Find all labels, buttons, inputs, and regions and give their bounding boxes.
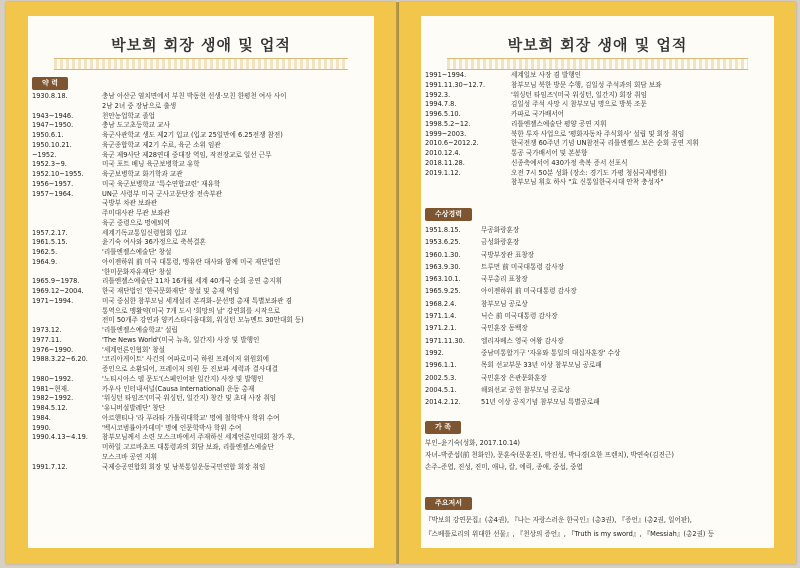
- list-item: [28, 258, 374, 268]
- item-date: 1977.11.: [32, 335, 62, 344]
- item-text: 국민훈장 동백장: [481, 324, 528, 333]
- item-date: 1969.12~2004.: [32, 287, 84, 295]
- list-item: [421, 110, 774, 120]
- list-item: [28, 463, 374, 473]
- list-item: [421, 100, 774, 110]
- list-item: [421, 285, 774, 297]
- item-text: 육군사관학교 생도 제2기 입교 (입교 25일만에 6.25전쟁 참전): [102, 131, 283, 139]
- item-date: 1956~1957.: [32, 179, 74, 188]
- item-text: 국방부 차관 보좌관: [102, 199, 158, 208]
- list-item: [28, 307, 374, 317]
- family-section: [421, 414, 774, 473]
- list-item: [28, 219, 374, 229]
- item-date: [32, 307, 102, 317]
- item-text: 금성화랑훈장: [481, 238, 520, 247]
- list-item: [421, 298, 774, 310]
- career-section: [28, 70, 374, 472]
- awards-section: [421, 201, 774, 408]
- list-item: [421, 396, 774, 408]
- item-text: '워싱턴 타임즈'(미국 워싱턴, 일간지) 회장 취임: [511, 90, 647, 99]
- item-date: 1951.8.15.: [425, 226, 461, 234]
- item-text: 전미 50개주 강연과 양키스타디움대회, 워싱턴 모뉴멘트 30만대회 등): [102, 316, 304, 325]
- item-text: 해외선교 공헌 참부모님 공로상: [481, 385, 571, 394]
- list-item: [421, 236, 774, 248]
- item-text: 중남미통합기구 '자유와 통일의 대십자훈장' 수상: [481, 348, 621, 357]
- item-text: 충남 도고초등학교 교사: [102, 121, 170, 130]
- item-date: 1963.9.30.: [425, 262, 461, 271]
- list-item: [28, 112, 374, 122]
- list-item: [421, 261, 774, 273]
- item-text: 리틀엔젤스예술단 11차 16개월 세계 40개국 순회 공연 총지휘: [102, 277, 282, 286]
- list-item: [421, 347, 774, 359]
- item-date: [32, 268, 102, 278]
- item-date: 1973.12.: [32, 326, 62, 334]
- text-line: 『박보희 강연문집』(총4권), 『나는 자랑스러운 한국인』(총3권), 『증언』(총2권, 일어판),: [425, 516, 692, 524]
- item-date: 1971~1994.: [32, 296, 74, 305]
- item-date: 1992.: [425, 348, 444, 357]
- item-date: 1991.7.12.: [32, 462, 68, 471]
- item-text: 육군 제9사단 제28연대 중대장 역임, 작전장교로 일선 근무: [102, 150, 272, 159]
- item-text: 무공화랑훈장: [481, 226, 520, 234]
- item-date: [32, 453, 102, 463]
- list-item: [421, 139, 774, 149]
- item-text: 참부모님 북한 방문 수행, 김일성 주석과의 회담 보좌: [511, 80, 662, 89]
- item-text: 세계일보 사장 겸 발행인: [511, 71, 581, 79]
- item-date: 1943~1946.: [32, 111, 74, 120]
- item-text: '리틀엔젤스예술학교' 설립: [102, 326, 178, 334]
- item-text: 엘리자베스 영국 여왕 감사장: [481, 336, 564, 345]
- list-item: [28, 131, 374, 141]
- item-text: 참부모님 공로상: [481, 299, 528, 308]
- item-date: [32, 365, 102, 375]
- list-item: [28, 375, 374, 385]
- item-text: 국방부장관 표창장: [481, 250, 535, 259]
- item-text: 김일성 주석 사망 시 참부모님 명으로 방북 조문: [511, 100, 647, 109]
- item-text: 아이젠하워 前 미국 대통령, 맹유란 대사와 함께 미국 재단법인: [102, 257, 281, 266]
- list-item: [421, 169, 774, 179]
- item-text: '한미문화자유재단' 창설: [102, 267, 172, 276]
- list-item: [28, 443, 374, 453]
- works-list: [421, 513, 774, 541]
- item-text: 미국 중심한 참부모님 세계설리 본격화–문선명 총재 특별보좌관 겸: [102, 296, 292, 305]
- item-text: 북한 투자 사업으로 '평화자동차 주식회사' 설립 및 회장 취임: [511, 129, 685, 138]
- list-item: [28, 355, 374, 365]
- list-item: [28, 102, 374, 112]
- list-item: [421, 149, 774, 159]
- item-text: 국민훈장 은관문화훈장: [481, 373, 547, 382]
- list-item: [28, 121, 374, 131]
- item-text: '벡시코범률아카데미' 명예 인문학박사 학위 수여: [102, 423, 242, 432]
- career-list: [28, 92, 374, 472]
- item-date: [32, 443, 102, 453]
- item-date: 1988.3.22~6.20.: [32, 355, 88, 364]
- item-date: [32, 102, 102, 112]
- item-date: [32, 219, 102, 229]
- list-item: [421, 310, 774, 322]
- list-item: [421, 130, 774, 140]
- title-ornament: [54, 58, 348, 70]
- item-date: 1996.1.1.: [425, 361, 457, 370]
- item-date: 1930.8.18.: [32, 92, 68, 100]
- list-item: [28, 238, 374, 248]
- item-text: 국무총리 표창장: [481, 275, 528, 284]
- list-item: [421, 359, 774, 371]
- item-date: [32, 316, 102, 326]
- item-text: 한국전쟁 60주년 기념 UN참전국 리틀엔젤스 보은 순회 공연 지휘: [511, 139, 699, 148]
- list-item: [28, 453, 374, 463]
- item-text: 천안농업학교 졸업: [102, 111, 156, 120]
- item-date: 1947~1950.: [32, 121, 74, 130]
- item-date: 1976~1990.: [32, 345, 74, 354]
- list-item: [28, 424, 374, 434]
- page-title: 박보희 회장 생애 및 업적: [507, 36, 688, 54]
- item-text: 국제승공연합회 회장 및 남북통일운동국민연합 회장 취임: [102, 462, 266, 471]
- list-item: [28, 365, 374, 375]
- item-text: 카파로 국가배서어: [511, 110, 565, 118]
- list-item: [28, 433, 374, 443]
- item-date: ~1952.: [32, 150, 57, 159]
- list-item: [28, 404, 374, 414]
- list-item: [421, 159, 774, 169]
- item-text: 육군보병학교 화기학과 교관: [102, 170, 183, 178]
- item-text: 미국 육군보병학교 '특수연합교련' 재유학: [102, 179, 221, 188]
- section-label-career: 약 력: [32, 77, 68, 90]
- item-text: 한국 재단법인 '한국문화재단' 창설 및 총재 역임: [102, 287, 240, 295]
- section-label-family: 가 족: [425, 421, 461, 434]
- list-item: [421, 322, 774, 334]
- item-date: 1999~2003.: [425, 129, 467, 138]
- item-date: 1994.7.8.: [425, 100, 457, 109]
- text-line: 부인–윤기숙(성화, 2017.10.14): [425, 439, 520, 447]
- list-item: [28, 268, 374, 278]
- list-item: [28, 336, 374, 346]
- item-text: 윤기숙 여사와 36가정으로 축복결혼: [102, 238, 206, 247]
- left-page-content: [28, 16, 374, 548]
- right-page-content: [421, 16, 774, 548]
- item-text: 증인으로 소환되어, 프레이저 의원 등 진보파 세력과 결사대결: [102, 365, 279, 373]
- item-text: '유니버설발레단' 창단: [102, 404, 166, 412]
- item-date: 2004.5.1.: [425, 385, 457, 394]
- item-text: 아르헨티나 '라 푸라타 가톨릭대학교' 명예 철학박사 학위 수여: [102, 413, 280, 422]
- list-item: [421, 178, 774, 188]
- list-item: [28, 180, 374, 190]
- list-item: [421, 91, 774, 101]
- item-date: 1990.: [32, 423, 51, 432]
- item-date: 1965.9~1978.: [32, 277, 80, 286]
- item-date: 1990.4.13~4.19.: [32, 433, 88, 442]
- list-item: [421, 384, 774, 396]
- item-text: 2남 2녀 중 장남으로 출생: [102, 101, 177, 110]
- list-item: [28, 414, 374, 424]
- list-item: [28, 277, 374, 287]
- list-item: [421, 120, 774, 130]
- item-text: 미국 포트 베닝 육군보병학교 유학: [102, 160, 200, 169]
- item-date: 1965.9.25.: [425, 287, 461, 296]
- item-date: [425, 178, 511, 188]
- list-item: [28, 297, 374, 307]
- works-section: [421, 490, 774, 541]
- item-date: 1968.2.4.: [425, 299, 457, 308]
- item-text: 통역으로 맹활약(미국 7개 도시 '희망의 날' 강연회를 시작으로: [102, 306, 280, 315]
- item-text: 충남 아산군 염치면에서 부친 박동현 선생·모친 한평천 여사 사이: [102, 92, 287, 100]
- text-line: 손주–준엽, 진성, 진미, 애나, 칼, 에릭, 종애, 중섭, 중엽: [425, 463, 583, 471]
- item-text: 참부모님 휘호 하사 "효 신통일한국시대 안착 충성자": [511, 178, 664, 187]
- item-date: 1971.1.4.: [425, 312, 457, 321]
- item-text: '노티시아스 델 문도'(스페인어판 일간지) 사장 및 발행인: [102, 374, 264, 383]
- list-item: [28, 160, 374, 170]
- item-date: 1996.5.10.: [425, 110, 461, 118]
- item-date: 2002.5.3.: [425, 373, 457, 382]
- section-label-works: 주요저서: [425, 497, 472, 510]
- list-item: [421, 273, 774, 285]
- list-item: [28, 229, 374, 239]
- item-date: 1971.11.30.: [425, 336, 465, 345]
- item-date: 2010.6~2012.2.: [425, 139, 479, 148]
- item-text: 모스크바 공연 지휘: [102, 452, 158, 461]
- awards-list: [421, 224, 774, 408]
- item-date: [32, 199, 102, 209]
- item-date: 1952.10~1955.: [32, 170, 84, 178]
- item-text: '코리아게이트' 사건의 여파로미국 하원 프레이저 위원회에: [102, 355, 269, 364]
- career-continued-section: [421, 71, 774, 188]
- item-date: 1957.2.17.: [32, 228, 68, 237]
- item-text: 육군 중령으로 명예퇴역: [102, 218, 170, 227]
- list-item: [28, 287, 374, 297]
- item-text: 오전 7시 50분 성화 (장소: 경기도 가평 청심국제병원): [511, 168, 667, 177]
- text-line: 자녀–박준섭(前 천화인), 문훈숙(문훈진), 박진성, 박나경(요한 프렌치), 박연숙(김진근): [425, 451, 674, 459]
- list-item: [28, 199, 374, 209]
- section-label-awards: 수상경력: [425, 208, 472, 221]
- item-date: 1961.5.15.: [32, 238, 68, 247]
- item-date: 1991~1994.: [425, 71, 467, 79]
- list-item: [421, 372, 774, 384]
- list-item: [28, 170, 374, 180]
- list-item: [28, 141, 374, 151]
- item-date: 2010.12.4.: [425, 149, 461, 157]
- item-date: 1980~1992.: [32, 374, 74, 383]
- item-text: '세계언론인협회' 창설: [102, 345, 166, 354]
- title-ornament: [447, 58, 748, 70]
- item-date: 1960.1.30.: [425, 250, 461, 259]
- item-date: 1991.11.30~12.7.: [425, 80, 486, 89]
- item-text: 참부모님께서 소련 모스크바에서 주재하신 세계언론인대회 참가 후,: [102, 433, 296, 442]
- item-text: 닉슨 前 미국대통령 감사장: [481, 312, 558, 321]
- item-date: 1962.5.: [32, 248, 58, 256]
- item-date: [32, 209, 102, 219]
- item-date: 1950.6.1.: [32, 131, 64, 139]
- item-text: '워싱턴 타임즈'(미국 워싱턴, 일간지) 창간 및 초대 사장 취임: [102, 394, 277, 403]
- item-text: '리틀엔젤스예술단' 창설: [102, 248, 172, 256]
- item-text: 미하일 고르바초프 대통령과의 회담 보좌, 리틀엔젤스예술단: [102, 443, 274, 451]
- page-title: 박보희 회장 생애 및 업적: [111, 36, 291, 54]
- item-text: 주미대사관 무관 보좌관: [102, 209, 170, 217]
- item-date: 1998.5.2~12.: [425, 119, 471, 128]
- list-item: [421, 249, 774, 261]
- item-text: 51년 이상 공직기념 참부모님 특별공로패: [481, 398, 600, 407]
- list-item: [28, 394, 374, 404]
- list-item: [28, 346, 374, 356]
- list-item: [421, 224, 774, 236]
- list-item: [421, 71, 774, 81]
- item-text: 통공 국가배서어 및 본봉향: [511, 149, 588, 157]
- item-date: 1971.2.1.: [425, 324, 457, 333]
- item-date: 1957~1964.: [32, 189, 74, 198]
- item-text: 리틀엔젤스예술단 평양 공연 지휘: [511, 119, 607, 128]
- item-text: 아이젠하워 前 미국대통령 감사장: [481, 287, 577, 296]
- list-item: [28, 190, 374, 200]
- item-text: 'The News World'(미국 뉴욕, 일간지) 사장 및 발행인: [102, 335, 260, 344]
- item-text: 신종축예서어 430가정 축복 증서 선포식: [511, 158, 628, 167]
- item-date: 2014.2.12.: [425, 398, 461, 407]
- list-item: [28, 248, 374, 258]
- item-text: 트루먼 前 미국대통령 감사장: [481, 262, 564, 271]
- list-item: [28, 316, 374, 326]
- item-date: 2018.11.28.: [425, 158, 465, 167]
- career-continued-list: [421, 71, 774, 188]
- right-page: [399, 2, 796, 564]
- item-date: 1984.: [32, 413, 51, 422]
- list-item: [421, 335, 774, 347]
- item-date: 1963.10.1.: [425, 275, 461, 284]
- list-item: [28, 385, 374, 395]
- left-page: [6, 2, 396, 564]
- item-date: 2019.1.12.: [425, 168, 461, 177]
- item-date: 1952.3~9.: [32, 160, 67, 169]
- item-text: 육군종합학교 제2기 수료, 육군 소위 임관: [102, 140, 221, 149]
- list-item: [28, 326, 374, 336]
- item-date: 1981~현재.: [32, 384, 70, 393]
- item-text: 목회 선교부문 33년 이상 참부모님 공로패: [481, 361, 602, 370]
- list-item: [28, 209, 374, 219]
- list-item: [421, 81, 774, 91]
- item-date: 1982~1992.: [32, 394, 74, 403]
- item-date: 1953.6.25.: [425, 238, 461, 247]
- list-item: [28, 92, 374, 102]
- item-date: 1964.9.: [32, 257, 58, 266]
- item-date: 1984.5.12.: [32, 404, 68, 412]
- text-line: 『스베틀로리의 위대한 선물』, 『천상의 증언』, 『Truth is my sword』, 『Messiah』(총2권) 등: [425, 530, 714, 538]
- item-text: 카우사 인터내셔널(Causa International) 운동 총재: [102, 384, 255, 393]
- item-text: UN군 사령부 미국 군사고문단장 전속부관: [102, 189, 223, 198]
- list-item: [28, 151, 374, 161]
- item-date: 1950.10.21.: [32, 140, 72, 149]
- item-text: 세계기독교통일신령협회 입교: [102, 228, 187, 237]
- family-list: [421, 437, 774, 473]
- item-date: 1992.3.: [425, 90, 451, 99]
